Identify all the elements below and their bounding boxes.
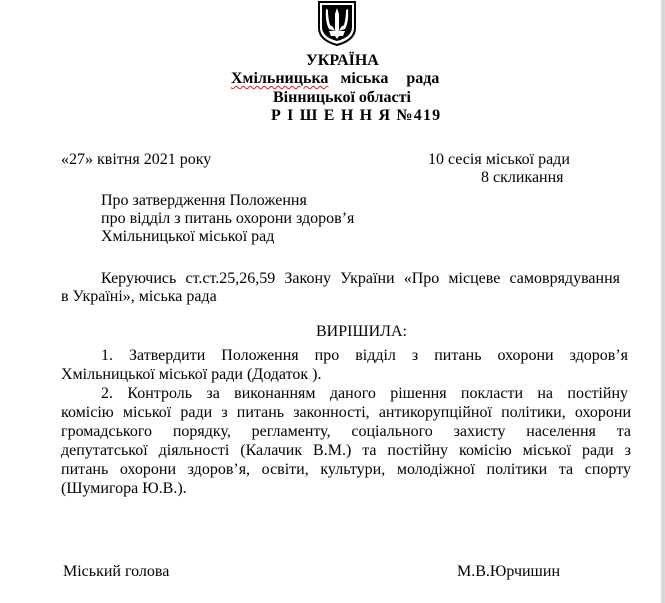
resolved-label: ВИРІШИЛА: <box>316 323 407 340</box>
point-2-line-6: (Шумигора Ю.В.). <box>61 480 187 497</box>
region-name: Вінницької області <box>273 89 411 106</box>
country-title: УКРАЇНА <box>306 52 379 69</box>
point-2-line-5: питань охорони здоров’я, освіти, культури, молодіжної політики та спорту <box>61 461 631 478</box>
subject-line-3: Хмільницької міської рад <box>101 228 275 245</box>
council-name-word-1: Хмільницька <box>231 70 329 87</box>
point-1-line-2: Хмільницької міської ради (Додаток ). <box>61 366 322 383</box>
preamble-line-1: Керуючись ст.ст.25,26,59 Закону України «Про місцеве самоврядування <box>101 270 620 287</box>
subject-line-1: Про затвердження Положення <box>101 192 307 209</box>
convocation: 8 скликання <box>481 169 564 186</box>
coat-of-arms-icon <box>316 0 358 46</box>
page-edge <box>661 0 665 603</box>
point-2-line-2: комісію міської ради з питань законності, антикорупційної політики, охорони <box>61 404 631 421</box>
council-name-word-3: рада <box>406 70 440 87</box>
council-name <box>231 70 439 88</box>
signature-position: Міський голова <box>63 563 170 580</box>
preamble-line-2: в Україні», міська рада <box>61 288 217 305</box>
point-2-line-3: громадського порядку, регламенту, соціального захисту населення та <box>61 423 631 440</box>
point-2-line-1: 2. Контроль за виконанням даного рішення покласти на постійну <box>101 385 628 402</box>
point-1-line-1: 1. Затвердити Положення про відділ з питань охорони здоров’я <box>101 347 628 364</box>
subject-line-2: про відділ з питань охорони здоров’я <box>101 210 355 227</box>
decision-date: «27» квітня 2021 року <box>61 151 212 168</box>
decision-title: Р І Ш Е Н Н Я №419 <box>271 107 442 124</box>
council-name-word-2: міська <box>340 70 389 87</box>
point-2-line-4: депутатської діяльності (Калачик В.М.) та постійну комісію міської ради з <box>61 442 631 459</box>
session-number: 10 сесія міської ради <box>428 151 570 168</box>
signature-name: М.В.Юрчишин <box>457 563 560 580</box>
